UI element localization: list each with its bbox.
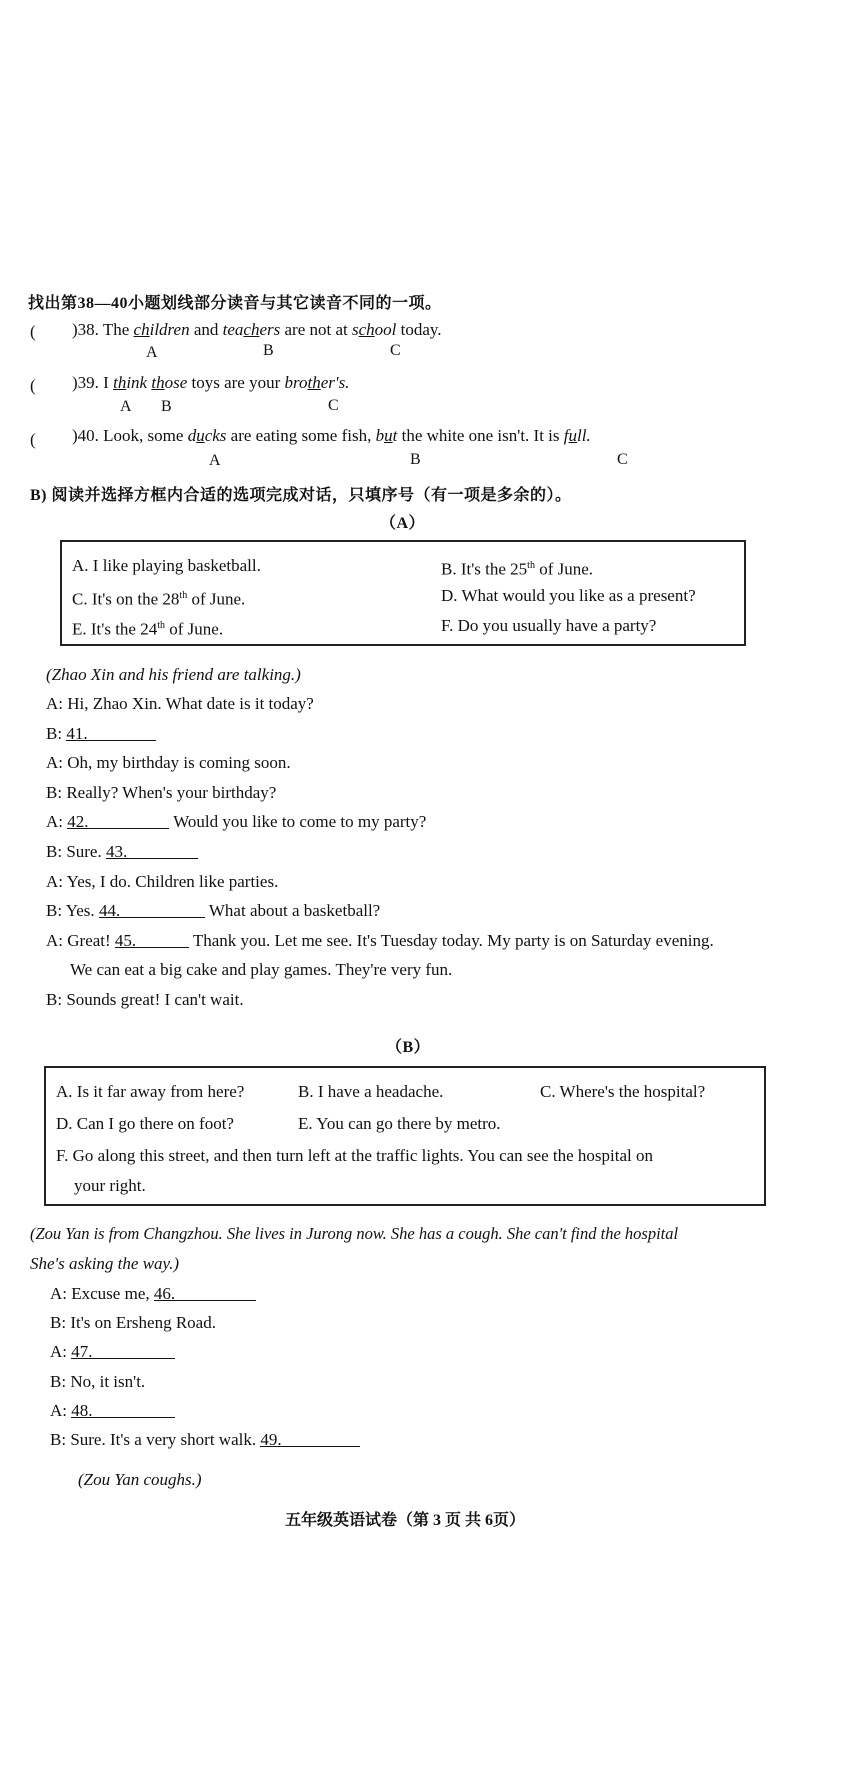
speaker-label: A: xyxy=(50,1284,72,1303)
sentence-fragment: ose xyxy=(164,373,188,392)
sentence-fragment: and xyxy=(189,320,223,339)
q40-paren: ( xyxy=(30,430,36,449)
dialogue-text: Yes. xyxy=(65,901,99,921)
part-b-context-line2: She's asking the way.) xyxy=(30,1254,180,1273)
sentence-fragment: the white one isn't. It is xyxy=(397,426,564,445)
dialogue-line xyxy=(50,1372,145,1392)
q38-text xyxy=(99,320,442,339)
speaker-label: A: xyxy=(46,930,68,950)
dialogue-line xyxy=(50,1284,256,1304)
q39-paren: ( xyxy=(30,376,36,395)
dialogue-line xyxy=(46,931,714,951)
speaker-label: B: xyxy=(50,1313,71,1333)
dialogue-line xyxy=(46,872,278,892)
part-a-options-box xyxy=(60,540,746,646)
dialogue-text: Sounds great! I can't wait. xyxy=(66,990,244,1009)
page-footer: 五年级英语试卷（第 3 页 共 6页） xyxy=(285,1512,526,1529)
part-a-context: (Zhao Xin and his friend are talking.) xyxy=(46,665,301,684)
sentence-fragment: s xyxy=(351,320,359,339)
section-b-title: B) 阅读并选择方框内合适的选项完成对话，只填序号（有一项是多余的）。 xyxy=(30,487,572,504)
q39-option-a: A xyxy=(120,398,132,415)
section-title: 找出第38—40小题划线部分读音与其它读音不同的一项。 xyxy=(28,295,442,312)
speaker-label: B: xyxy=(50,1430,71,1449)
sentence-fragment: er's. xyxy=(320,373,350,392)
sentence-fragment: f xyxy=(563,426,569,445)
sentence-fragment: ch xyxy=(243,320,260,339)
dialogue-text: Oh, my birthday is coming soon. xyxy=(67,753,291,773)
answer-blank[interactable]: 45. xyxy=(115,931,189,948)
part-b-closing: (Zou Yan coughs.) xyxy=(78,1470,202,1489)
sentence-fragment: d xyxy=(187,426,197,445)
sentence-fragment: ers xyxy=(259,320,281,339)
part-a-option-a: A. I like playing basketball. xyxy=(72,556,261,575)
part-a-option-c: C. It's on the 28th of June. xyxy=(72,589,246,609)
part-b-context-line1: (Zou Yan is from Changzhou. She lives in Jurong now. She has a cough. She can't find the hospital xyxy=(30,1224,679,1243)
sentence-fragment: ll. xyxy=(577,426,591,445)
dialogue-text: Yes, I do. Children like parties. xyxy=(66,871,279,891)
q38-number: )38. xyxy=(72,320,99,339)
q38-option-c: C xyxy=(390,342,401,359)
sentence-fragment: The xyxy=(98,320,134,339)
part-b-option-f-cont: your right. xyxy=(74,1176,146,1195)
q38-paren: ( xyxy=(30,322,36,341)
sentence-fragment: today. xyxy=(396,320,442,339)
dialogue-text: We can eat a big cake and play games. They're very fun. xyxy=(70,960,453,980)
speaker-label: A: xyxy=(50,1342,72,1362)
part-b-option-a: A. Is it far away from here? xyxy=(56,1082,245,1101)
speaker-label: A: xyxy=(46,753,68,773)
q40-option-b: B xyxy=(410,451,421,468)
q40-text xyxy=(99,426,591,445)
dialogue-text: It's on Ersheng Road. xyxy=(70,1313,216,1333)
sentence-fragment: b xyxy=(375,426,385,445)
dialogue-text: Great! xyxy=(67,930,115,950)
q40-sentence xyxy=(72,426,591,446)
dialogue-text: No, it isn't. xyxy=(70,1371,146,1391)
q40-number: )40. xyxy=(72,426,99,445)
sentence-fragment: cks xyxy=(204,426,227,445)
q39-number: )39. xyxy=(72,373,99,392)
dialogue-line xyxy=(50,1401,175,1421)
dialogue-text: What about a basketball? xyxy=(204,901,381,921)
part-a-option-e: E. It's the 24th of June. xyxy=(72,619,224,639)
dialogue-line xyxy=(70,960,452,980)
dialogue-line xyxy=(46,990,244,1010)
speaker-label: A: xyxy=(46,871,67,891)
dialogue-line xyxy=(46,812,426,832)
sentence-fragment: toys are your xyxy=(187,373,285,392)
sentence-fragment: ch xyxy=(358,320,375,339)
sentence-fragment: th xyxy=(113,373,127,392)
part-b-label: （B） xyxy=(386,1039,431,1056)
speaker-label: B: xyxy=(46,901,66,921)
sentence-fragment: ch xyxy=(133,320,150,339)
q40-option-c: C xyxy=(617,451,628,468)
dialogue-line xyxy=(50,1313,216,1333)
dialogue-line xyxy=(46,901,380,921)
dialogue-line xyxy=(46,694,314,714)
sentence-fragment: th xyxy=(151,373,165,392)
sentence-fragment: t xyxy=(392,426,398,445)
answer-blank[interactable]: 42. xyxy=(67,812,169,829)
dialogue-text: Thank you. Let me see. It's Tuesday today. My party is on Saturday evening. xyxy=(188,930,714,950)
dialogue-line xyxy=(46,724,156,744)
speaker-label: B: xyxy=(46,990,67,1009)
sentence-fragment: ink xyxy=(126,373,148,392)
dialogue-text: Hi, Zhao Xin. What date is it today? xyxy=(67,694,314,713)
dialogue-text: Would you like to come to my party? xyxy=(169,812,427,832)
speaker-label: B: xyxy=(46,842,67,861)
part-a-option-f: F. Do you usually have a party? xyxy=(441,616,657,635)
sentence-fragment: are not at xyxy=(280,320,352,339)
part-b-options-box xyxy=(44,1066,766,1206)
speaker-label: B: xyxy=(50,1371,71,1391)
dialogue-line xyxy=(50,1430,360,1450)
part-a-option-b: B. It's the 25th of June. xyxy=(441,559,594,579)
dialogue-line xyxy=(46,842,198,862)
sentence-fragment: are eating some fish, xyxy=(226,426,376,445)
dialogue-text: Sure. xyxy=(66,842,106,861)
sentence-fragment: ool xyxy=(374,320,397,339)
answer-blank[interactable]: 44. xyxy=(99,901,205,918)
q40-option-a: A xyxy=(209,452,221,469)
part-b-option-d: D. Can I go there on foot? xyxy=(56,1114,234,1133)
dialogue-text: Really? When's your birthday? xyxy=(66,782,277,802)
part-a-option-d: D. What would you like as a present? xyxy=(441,586,696,605)
sentence-fragment: tea xyxy=(222,320,244,339)
q39-option-c: C xyxy=(328,397,339,414)
speaker-label: A: xyxy=(46,694,68,713)
sentence-fragment: th xyxy=(307,373,321,392)
answer-blank[interactable]: 47. xyxy=(71,1342,175,1359)
q39-text xyxy=(99,373,350,392)
answer-blank[interactable]: 43. xyxy=(106,842,198,859)
part-b-option-c: C. Where's the hospital? xyxy=(540,1082,706,1101)
q39-option-b: B xyxy=(161,398,172,415)
answer-blank[interactable]: 46. xyxy=(154,1284,256,1301)
sentence-fragment: u xyxy=(568,426,578,445)
sentence-fragment: u xyxy=(384,426,393,445)
part-b-option-f: F. Go along this street, and then turn left at the traffic lights. You can see the hospital on xyxy=(56,1146,653,1165)
q38-option-b: B xyxy=(263,342,274,359)
q38-sentence xyxy=(72,320,442,340)
sentence-fragment: I xyxy=(98,373,114,392)
part-b-option-e: E. You can go there by metro. xyxy=(298,1114,501,1133)
dialogue-text: Excuse me, xyxy=(71,1284,154,1303)
q38-option-a: A xyxy=(146,344,158,361)
speaker-label: A: xyxy=(50,1400,72,1420)
answer-blank[interactable]: 48. xyxy=(71,1401,175,1418)
speaker-label: B: xyxy=(46,782,67,802)
dialogue-line xyxy=(50,1342,175,1362)
speaker-label: A: xyxy=(46,812,68,832)
dialogue-line xyxy=(46,753,291,773)
sentence-fragment: ildren xyxy=(149,320,190,339)
answer-blank[interactable]: 49. xyxy=(260,1430,360,1447)
part-b-option-b: B. I have a headache. xyxy=(298,1082,444,1101)
sentence-fragment: u xyxy=(196,426,205,445)
sentence-fragment: Look, some xyxy=(98,426,188,445)
part-a-label: （A） xyxy=(380,515,426,532)
sentence-fragment: bro xyxy=(284,373,308,392)
q39-sentence xyxy=(72,373,349,393)
speaker-label: B: xyxy=(46,723,67,743)
answer-blank[interactable]: 41. xyxy=(66,724,156,741)
dialogue-line xyxy=(46,783,276,803)
dialogue-text: Sure. It's a very short walk. xyxy=(70,1430,261,1449)
